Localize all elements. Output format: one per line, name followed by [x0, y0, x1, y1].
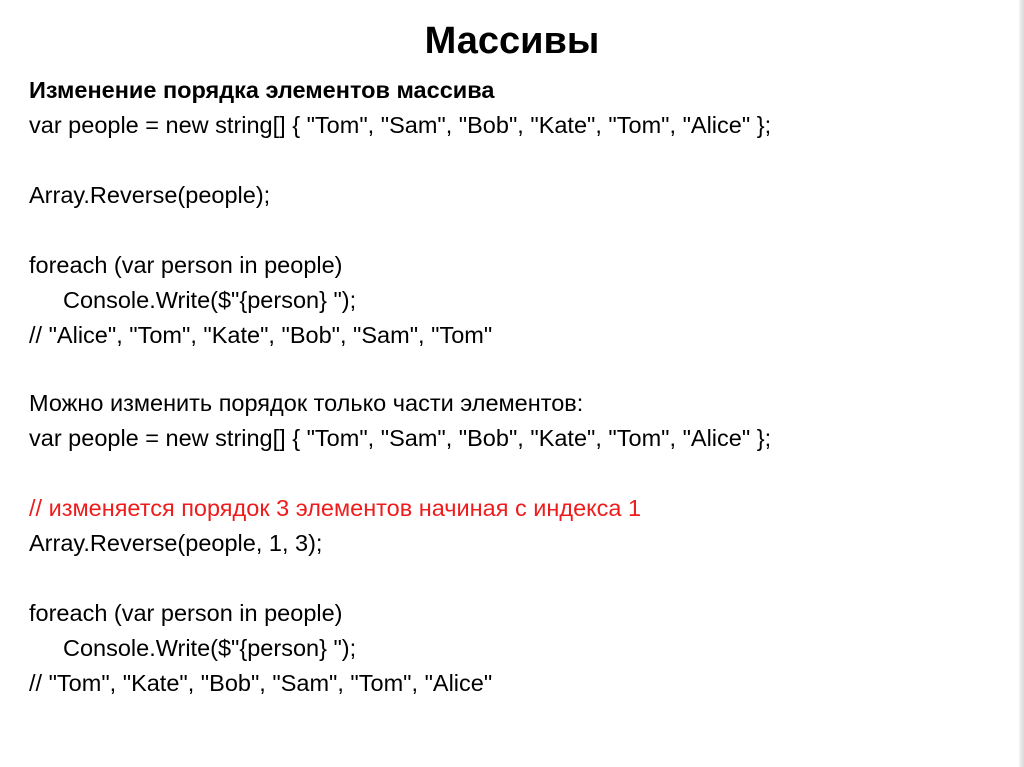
section2-result-comment: // "Tom", "Kate", "Bob", "Sam", "Tom", "Alice" [29, 670, 493, 696]
section2-reverse-line: Array.Reverse(people, 1, 3); [29, 530, 323, 556]
section2-declare-line: var people = new string[] { "Tom", "Sam", "Bob", "Kate", "Tom", "Alice" }; [29, 425, 772, 451]
blank-line [29, 561, 1009, 596]
section1-foreach-line: foreach (var person in people) [29, 252, 343, 278]
slide-title: Массивы [424, 20, 600, 62]
section2-highlight-comment: // изменяется порядок 3 элементов начиная с индекса 1 [29, 495, 642, 521]
section2-write-line: Console.Write($"{person} "); [63, 635, 357, 661]
blank-line [29, 456, 1009, 491]
section2-foreach-line: foreach (var person in people) [29, 600, 343, 626]
section2-heading: Можно изменить порядок только части элементов: [29, 390, 584, 416]
section1-reverse-line: Array.Reverse(people); [29, 182, 271, 208]
section1-write-line: Console.Write($"{person} "); [63, 287, 357, 313]
section1-result-comment: // "Alice", "Tom", "Kate", "Bob", "Sam", "Tom" [29, 322, 493, 348]
blank-line [29, 143, 1009, 178]
slide-right-edge [1019, 0, 1024, 767]
blank-line [29, 213, 1009, 248]
section1-declare-line: var people = new string[] { "Tom", "Sam", "Bob", "Kate", "Tom", "Alice" }; [29, 112, 772, 138]
section1-heading: Изменение порядка элементов массива [29, 77, 495, 103]
section-gap [29, 353, 1009, 386]
slide-content [29, 73, 1009, 701]
